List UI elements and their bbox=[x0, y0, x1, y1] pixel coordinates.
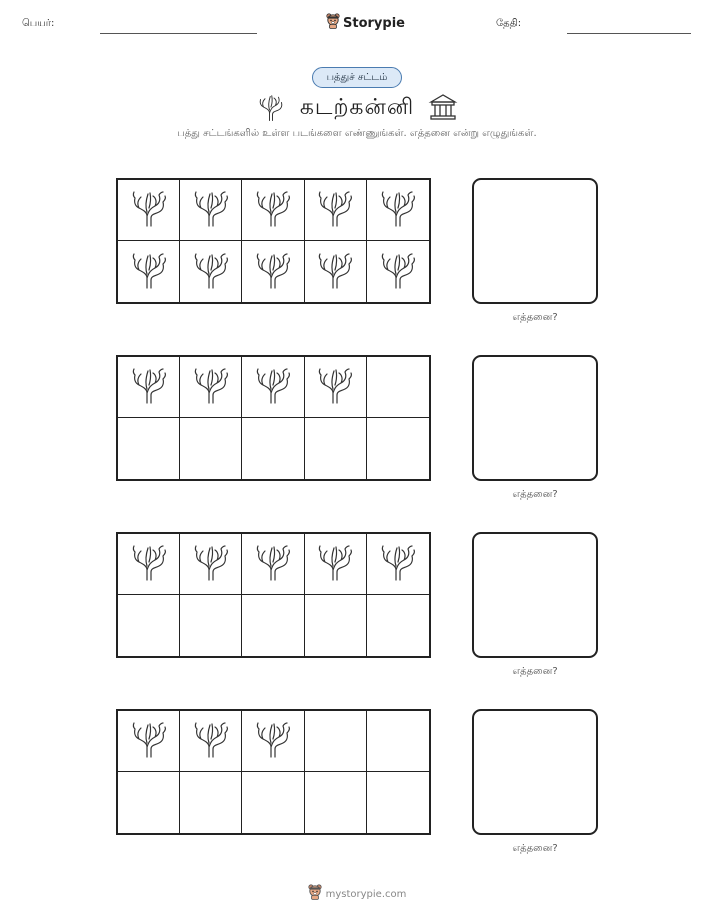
frame-cell bbox=[305, 180, 367, 241]
coral-icon bbox=[191, 365, 231, 409]
answer-label-3: எத்தனை? bbox=[512, 666, 558, 677]
ten-frame-4 bbox=[116, 709, 431, 835]
frame-cell bbox=[180, 418, 242, 479]
coral-icon bbox=[378, 188, 418, 232]
frame-cell bbox=[118, 418, 180, 479]
frame-cell bbox=[180, 180, 242, 241]
frame-cell bbox=[367, 180, 429, 241]
frame-cell bbox=[242, 418, 304, 479]
answer-label-1: எத்தனை? bbox=[512, 312, 558, 323]
coral-icon bbox=[129, 542, 169, 586]
coral-icon bbox=[129, 188, 169, 232]
frame-cell bbox=[118, 711, 180, 772]
coral-icon bbox=[315, 250, 355, 294]
coral-icon bbox=[191, 542, 231, 586]
answer-box-2[interactable] bbox=[472, 355, 598, 481]
title-row bbox=[0, 92, 714, 126]
frame-cell bbox=[180, 595, 242, 656]
coral-icon bbox=[253, 365, 293, 409]
frame-cell bbox=[367, 418, 429, 479]
frame-cell bbox=[180, 241, 242, 302]
frame-cell bbox=[367, 241, 429, 302]
footer bbox=[0, 884, 714, 904]
temple-icon bbox=[428, 92, 458, 126]
bear-mascot-icon bbox=[326, 13, 340, 33]
coral-icon bbox=[315, 542, 355, 586]
coral-icon bbox=[256, 92, 286, 126]
answer-box-1[interactable] bbox=[472, 178, 598, 304]
brand-logo bbox=[326, 13, 405, 33]
frame-cell bbox=[367, 534, 429, 595]
instructions: பத்து சட்டங்களில் உள்ள படங்களை எண்ணுங்கள். எத்தனை என்று எழுதுங்கள். bbox=[177, 128, 537, 139]
coral-icon bbox=[378, 542, 418, 586]
frame-cell bbox=[305, 357, 367, 418]
frame-cell bbox=[305, 534, 367, 595]
frame-cell bbox=[305, 772, 367, 833]
topic-badge: பத்துச் சட்டம் bbox=[312, 67, 402, 88]
frame-cell bbox=[242, 241, 304, 302]
frame-cell bbox=[305, 418, 367, 479]
frame-cell bbox=[305, 595, 367, 656]
name-line[interactable] bbox=[100, 33, 257, 34]
coral-icon bbox=[315, 188, 355, 232]
frame-cell bbox=[367, 357, 429, 418]
name-label: பெயர்: bbox=[22, 18, 55, 29]
page-title: கடற்கன்னி bbox=[299, 95, 415, 120]
date-label: தேதி: bbox=[496, 18, 522, 29]
coral-icon bbox=[191, 719, 231, 763]
frame-cell bbox=[180, 534, 242, 595]
coral-icon bbox=[253, 542, 293, 586]
frame-cell bbox=[242, 357, 304, 418]
frame-cell bbox=[242, 711, 304, 772]
frame-cell bbox=[118, 595, 180, 656]
frame-cell bbox=[180, 772, 242, 833]
date-line[interactable] bbox=[567, 33, 691, 34]
coral-icon bbox=[129, 250, 169, 294]
ten-frame-1 bbox=[116, 178, 431, 304]
frame-cell bbox=[367, 772, 429, 833]
coral-icon bbox=[378, 250, 418, 294]
frame-cell bbox=[180, 711, 242, 772]
answer-label-4: எத்தனை? bbox=[512, 843, 558, 854]
coral-icon bbox=[191, 188, 231, 232]
answer-label-2: எத்தனை? bbox=[512, 489, 558, 500]
frame-cell bbox=[118, 534, 180, 595]
frame-cell bbox=[118, 241, 180, 302]
footer-url: mystorypie.com bbox=[325, 888, 407, 900]
frame-cell bbox=[305, 241, 367, 302]
frame-cell bbox=[367, 595, 429, 656]
coral-icon bbox=[253, 250, 293, 294]
frame-cell bbox=[118, 772, 180, 833]
answer-box-4[interactable] bbox=[472, 709, 598, 835]
ten-frame-2 bbox=[116, 355, 431, 481]
coral-icon bbox=[315, 365, 355, 409]
frame-cell bbox=[242, 772, 304, 833]
coral-icon bbox=[191, 250, 231, 294]
brand-name: Storypie bbox=[343, 15, 405, 31]
frame-cell bbox=[242, 180, 304, 241]
bear-mascot-icon bbox=[308, 884, 322, 904]
frame-cell bbox=[367, 711, 429, 772]
coral-icon bbox=[253, 188, 293, 232]
frame-cell bbox=[118, 180, 180, 241]
coral-icon bbox=[129, 719, 169, 763]
frame-cell bbox=[118, 357, 180, 418]
frame-cell bbox=[242, 595, 304, 656]
ten-frame-3 bbox=[116, 532, 431, 658]
coral-icon bbox=[129, 365, 169, 409]
coral-icon bbox=[253, 719, 293, 763]
frame-cell bbox=[242, 534, 304, 595]
answer-box-3[interactable] bbox=[472, 532, 598, 658]
frame-cell bbox=[180, 357, 242, 418]
frame-cell bbox=[305, 711, 367, 772]
